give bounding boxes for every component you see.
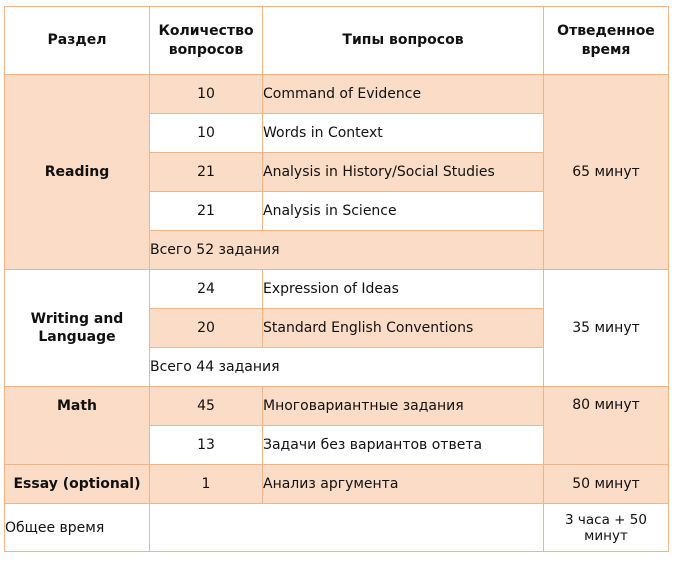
question-type: Standard English Conventions [263,309,544,348]
table-row [5,387,669,426]
question-type: Анализ аргумента [263,465,544,504]
question-count: 10 [150,75,263,114]
question-count: 13 [150,426,263,465]
question-count: 10 [150,114,263,153]
header-types: Типы вопросов [263,7,544,75]
header-count: Количество вопросов [150,7,263,75]
header-time: Отведенное время [544,7,669,75]
question-type: Analysis in History/Social Studies [263,153,544,192]
overall-time-label: Общее время [5,504,150,552]
question-type: Analysis in Science [263,192,544,231]
section-writing: Writing and Language [5,270,150,387]
section-essay: Essay (optional) [5,465,150,504]
question-count: 21 [150,192,263,231]
table-row [5,75,669,114]
table-row [5,465,669,504]
question-type: Многовариантные задания [263,387,544,426]
question-type: Words in Context [263,114,544,153]
overall-empty-cell [150,504,544,552]
time-math: 80 минут [544,387,669,465]
header-section: Раздел [5,7,150,75]
writing-total: Всего 44 задания [150,348,544,387]
question-count: 45 [150,387,263,426]
question-count: 21 [150,153,263,192]
question-type: Command of Evidence [263,75,544,114]
time-essay: 50 минут [544,465,669,504]
question-type: Задачи без вариантов ответа [263,426,544,465]
question-count: 20 [150,309,263,348]
section-reading: Reading [5,75,150,270]
question-count: 1 [150,465,263,504]
sat-structure-table [4,6,669,552]
question-type: Expression of Ideas [263,270,544,309]
reading-total: Всего 52 задания [150,231,544,270]
question-count: 24 [150,270,263,309]
overall-time-value: 3 часа + 50 минут [544,504,669,552]
header-row [5,7,669,75]
time-writing: 35 минут [544,270,669,387]
table-row [5,270,669,309]
section-math: Math [5,387,150,465]
table-row [5,504,669,552]
time-reading: 65 минут [544,75,669,270]
